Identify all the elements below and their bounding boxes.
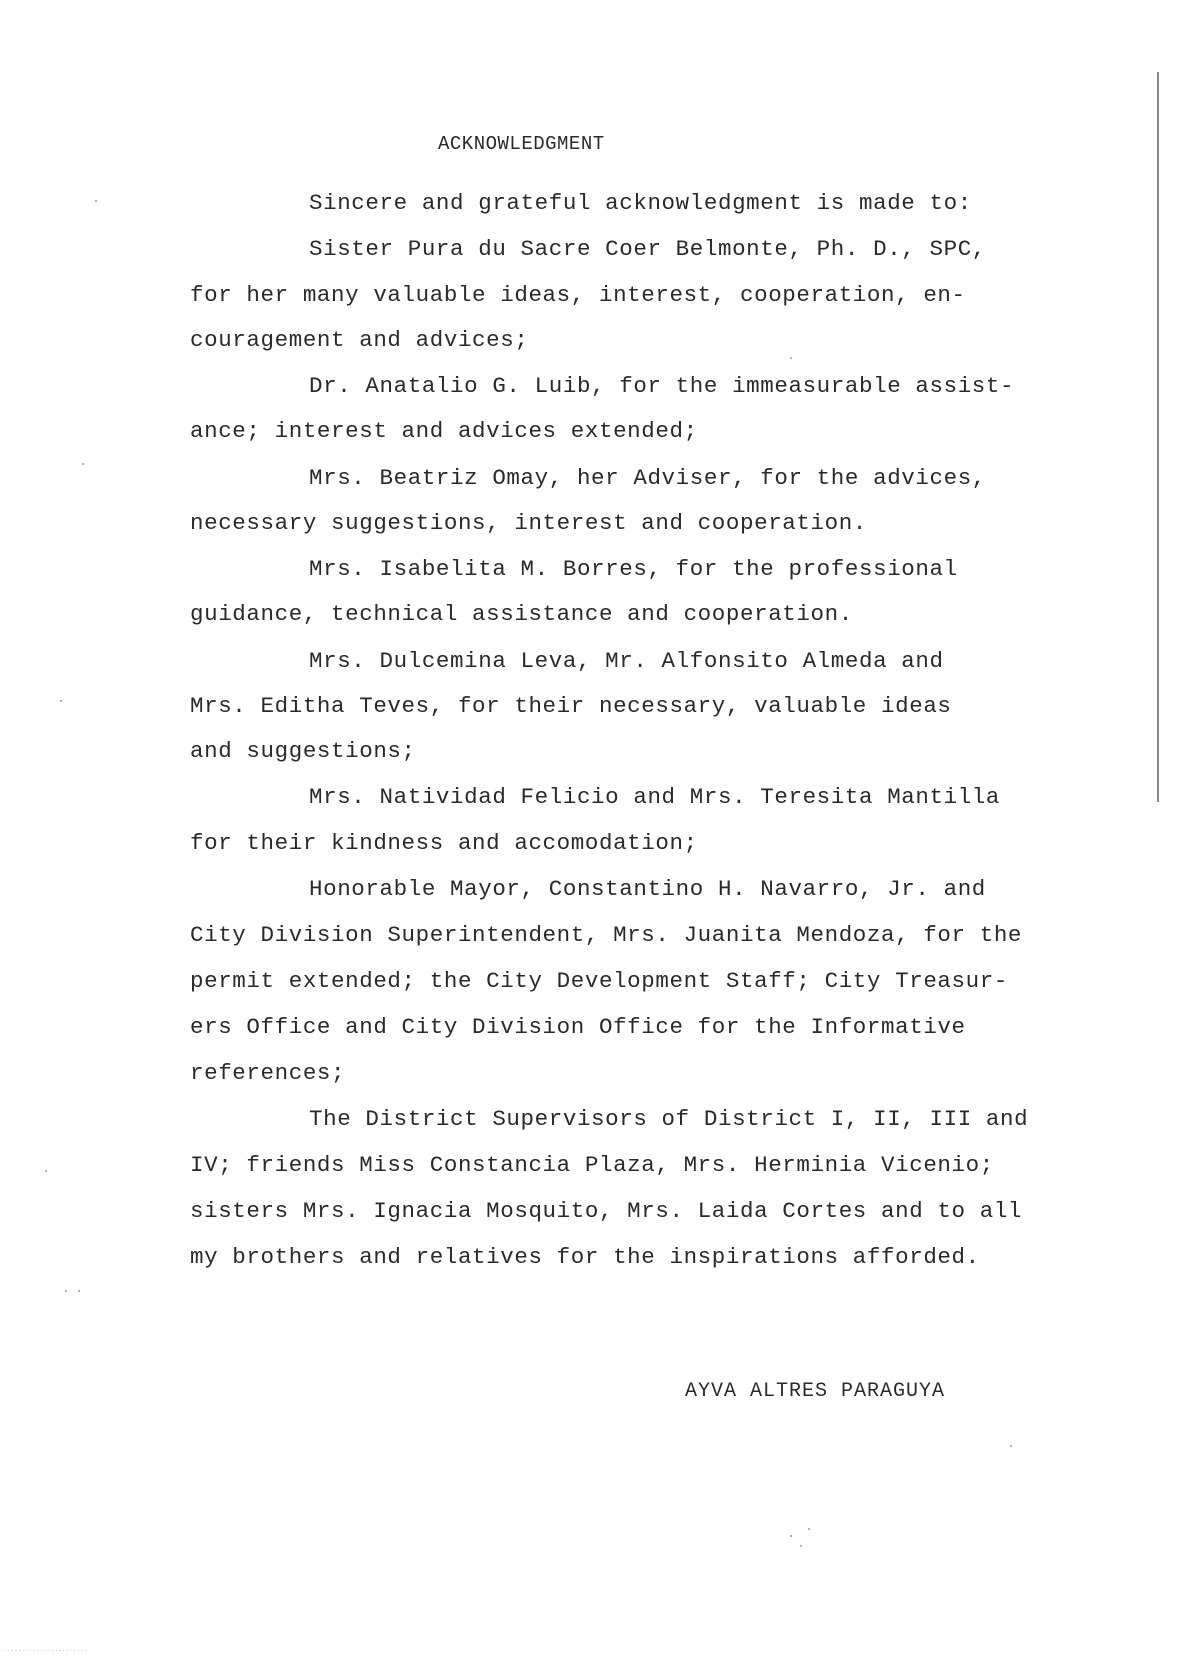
text-line: Mrs. Natividad Felicio and Mrs. Teresita Mantilla: [309, 784, 1001, 810]
text-line: Honorable Mayor, Constantino H. Navarro, Jr. and: [309, 876, 986, 902]
text-line: Mrs. Isabelita M. Borres, for the professional: [309, 556, 958, 582]
text-line: necessary suggestions, interest and cooperation.: [190, 510, 867, 536]
text-line: The District Supervisors of District I, II, III and: [309, 1106, 1029, 1132]
text-line: for her many valuable ideas, interest, cooperation, en-: [190, 282, 966, 308]
scan-speck: [65, 1290, 67, 1292]
text-line: Mrs. Dulcemina Leva, Mr. Alfonsito Almeda and: [309, 648, 944, 674]
scan-footer-marks: · · · · · · · · · · · · · · · · · · · · · · ·: [4, 1648, 87, 1654]
scan-speck: [95, 200, 97, 202]
scan-speck: [790, 357, 792, 359]
scan-speck: [800, 1545, 802, 1547]
scan-speck: [808, 1528, 810, 1530]
text-line: Dr. Anatalio G. Luib, for the immeasurable assist-: [309, 373, 1015, 399]
text-line: Sincere and grateful acknowledgment is made to:: [309, 190, 972, 216]
text-line: references;: [190, 1060, 346, 1086]
signature-name: AYVA ALTRES PARAGUYA: [685, 1380, 946, 1403]
text-line: my brothers and relatives for the inspirations afforded.: [190, 1244, 980, 1270]
text-line: ance; interest and advices extended;: [190, 418, 698, 444]
scan-speck: [1010, 1445, 1012, 1447]
scan-speck: [45, 1170, 47, 1172]
text-line: IV; friends Miss Constancia Plaza, Mrs. Herminia Vicenio;: [190, 1152, 994, 1178]
text-line: Mrs. Beatriz Omay, her Adviser, for the advices,: [309, 465, 986, 491]
scan-speck: [78, 1290, 80, 1292]
text-line: City Division Superintendent, Mrs. Juanita Mendoza, for the: [190, 922, 1023, 948]
text-line: couragement and advices;: [190, 327, 529, 353]
scan-speck: [60, 700, 62, 702]
text-line: permit extended; the City Development Staff; City Treasur-: [190, 968, 1008, 994]
scan-speck: [790, 1535, 792, 1537]
text-line: sisters Mrs. Ignacia Mosquito, Mrs. Laida Cortes and to all: [190, 1198, 1023, 1224]
text-line: and suggestions;: [190, 738, 416, 764]
text-line: Sister Pura du Sacre Coer Belmonte, Ph. D., SPC,: [309, 236, 986, 262]
text-line: guidance, technical assistance and cooperation.: [190, 601, 853, 627]
page-title: ACKNOWLEDGMENT: [438, 133, 605, 155]
text-line: for their kindness and accomodation;: [190, 830, 698, 856]
scan-speck: [82, 463, 84, 465]
text-line: ers Office and City Division Office for the Informative: [190, 1014, 966, 1040]
text-line: Mrs. Editha Teves, for their necessary, valuable ideas: [190, 693, 952, 719]
scan-edge-line: [1157, 72, 1159, 802]
